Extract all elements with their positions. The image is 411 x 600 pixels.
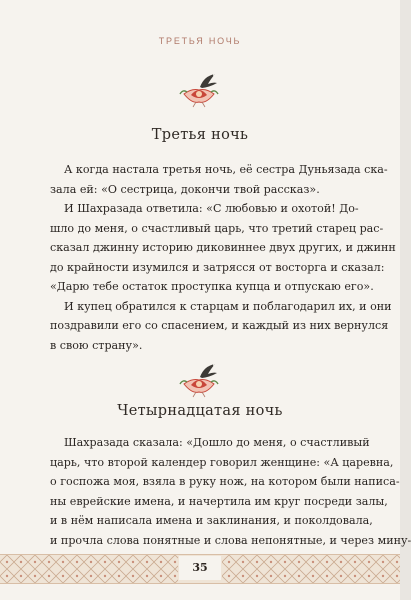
section-body [50, 433, 411, 550]
section-heading: Третья ночь [151, 127, 249, 143]
text-line: и в нём написала имена и заклинания, и поколдовала, [50, 514, 373, 527]
section-body [50, 160, 396, 355]
text-line: и прочла слова понятные и слова непонятные, и через мину- [50, 533, 411, 547]
text-line: зала ей: «О сестрица, докончи твой рассказ». [50, 182, 320, 196]
text-line: «Дарю тебе остаток проступка купца и отпускаю его». [50, 280, 374, 293]
text-line: И купец обратился к старцам и поблагодарил их, и они [64, 299, 392, 313]
text-line: шло до меня, о счастливый царь, что третий старец рас- [50, 221, 384, 235]
running-head: ТРЕТЬЯ НОЧЬ [158, 36, 242, 46]
page-number: 35 [179, 556, 221, 580]
text-line: поздравили его со спасением, и каждый из них вернулся [50, 319, 389, 332]
flower-bird-ornament-icon [170, 358, 228, 398]
text-line: сказал джинну историю диковиннее двух других, и джинн [50, 241, 396, 254]
text-line: И Шахразада ответила: «С любовью и охотой! До- [64, 202, 359, 215]
lattice-pattern-left [0, 555, 178, 583]
text-line: ны еврейские имена, и начертила им круг посреди залы, [50, 494, 388, 508]
lattice-pattern-right [222, 555, 400, 583]
text-line: А когда настала третья ночь, её сестра Дуньязада ска- [64, 163, 388, 176]
text-line: царь, что второй календер говорил женщине: «А царевна, [50, 455, 394, 469]
text-line: Шахразада сказала: «Дошло до меня, о счастливый [64, 436, 370, 449]
flower-bird-ornament-icon [170, 68, 228, 108]
text-line: до крайности изумился и затрясся от восторга и сказал: [50, 260, 385, 274]
text-line: о госпожа моя, взяла в руку нож, на котором были написа- [50, 475, 400, 488]
text-line: в свою страну». [50, 338, 143, 352]
section-heading: Четырнадцатая ночь [117, 403, 283, 419]
